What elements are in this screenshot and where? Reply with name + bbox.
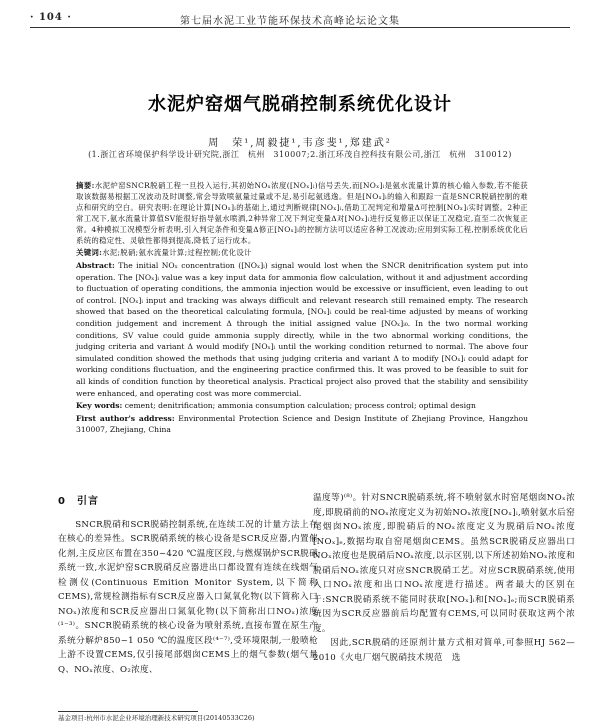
header-rule xyxy=(30,27,570,28)
running-title: 第七届水泥工业节能环保技术高峰论坛论文集 xyxy=(180,16,400,27)
abstract-cn-text: 水泥炉窑SNCR脱硝工程一旦投入运行,其初始NOₓ浓度([NOₓ]ᵢ)信号丢失,而[NOₓ]ᵢ是氨水流量计算的核心输入参数,若不能获取该数据易根据工况波动及时调整,常会导致喷氨量过量或不足,易引起氨逃逸。但是[NOₓ]ᵢ的输入和跟踪一直是SNCR脱硝控制的难点和研究的空白。研究表明:在理论计算[NOₓ]ᵢ的基础上,通过判断规律[NOₓ]ᵢ,借助工况判定和增量Δ可控制[NOₓ]ᵢ实时调整。2种正常工况下,氨水流量计算值SV能很好指导氨水喷洒,2种异常工况下判定变量Δ对[NOₓ]ᵢ进行反复修正以保证工况稳定,直至二次恢复正常。4种模拟工况模型分析表明,引入判定条件和变量Δ修正[NOₓ]ᵢ的控制方法可以适应各种工况波动;应用到实际工程,控制系统优化后系统的稳定性、灵敏性都得到提高,降低了运行成本。 xyxy=(76,181,528,245)
abstract-block xyxy=(76,180,528,436)
paper-title: 水泥炉窑烟气脱硝控制系统优化设计 xyxy=(148,94,452,115)
abstract-cn xyxy=(76,180,528,246)
keywords-en xyxy=(76,400,528,412)
first-author-text: Environmental Protection Science and Design Institute of Zhejiang Province, Hangzhou 310007, Zhejiang, China xyxy=(76,413,528,435)
abstract-en xyxy=(76,260,528,399)
abstract-cn-label: 摘要: xyxy=(76,181,95,190)
keywords-en-text: cement; denitrification; ammonia consumption calculation; process control; optimal design xyxy=(124,401,476,411)
page-number: · 104 · xyxy=(30,12,72,23)
intro-paragraph-1: SNCR脱硝和SCR脱硝控制系统,在连续工况的计量方法上存在核心的差异性。SCR脱硝系统的核心设备是SCR反应器,内置催化剂,主反应区布置在350~420 ℃温度区段,与燃煤锅炉SCR脱硝系统一致,水泥炉窑SCR脱硝反应器进出口都设置有连续在线烟气检测仪(Continuous Emition Monitor System,以下简称CEMS),常规检测指标有SCR反应器入口氮氧化物(以下简称入口NOₓ)浓度和SCR反应器出口氮氧化物(以下简称出口NOₓ)浓度⁽¹⁻³⁾。SNCR脱硝系统的核心设备为喷射系统,直接布置在原生产系统分解炉850~1 050 ℃的温度区段⁽⁴⁻⁷⁾,受环境限制,一般喷枪上游不设置CEMS,仅引接尾部烟囱CEMS上的烟气参数(烟气量Q、NOₓ浓度、O₂浓度、 xyxy=(58,519,318,675)
intro-paragraph-continued: 温度等)⁽⁸⁾。针对SNCR脱硝系统,将不喷射氨水时窑尾烟囱NOₓ浓度,即脱硝前的NOₓ浓度定义为初始NOₓ浓度[NOₓ]ᵢ,喷射氨水后窑尾烟囱NOₓ浓度,即脱硝后的NOₓ浓度定义为脱硝后NOₓ浓度[NOₓ]ₑ,数据均取自窑尾烟囱CEMS。虽然SCR脱硝反应器出口NOₓ浓度也是脱硝后NOₓ浓度,以示区别,以下所述初始NOₓ浓度和脱硝后NOₓ浓度只对应SNCR脱硝工艺。对应SCR脱硝系统,使用入口NOₓ浓度和出口NOₓ浓度进行描述。两者最大的区别在于:SNCR脱硝系统不能同时获取[NOₓ]ᵢ和[NOₓ]ₑ;而SCR脱硝系统因为SCR反应器前后均配置有CEMS,可以同时获取这两个浓度。 xyxy=(313,493,575,634)
footnote: 基金项目:杭州市水泥企业环境治理新技术研究项目(20140533C26) xyxy=(58,714,255,722)
keywords-cn-label: 关键词: xyxy=(76,248,103,257)
abstract-en-label: Abstract: xyxy=(76,261,115,270)
keywords-en-label: Key words: xyxy=(76,401,123,411)
keywords-cn xyxy=(76,247,528,258)
keywords-cn-text: 水泥;脱硝;氨水流量计算;过程控制;优化设计 xyxy=(102,248,252,257)
column-left xyxy=(58,495,318,677)
footnote-rule xyxy=(58,711,198,712)
author-list: 周 荣¹,周毅捷¹,韦彦斐¹,郑建武² xyxy=(208,138,392,149)
first-author-address xyxy=(76,413,528,436)
section-heading-intro: 0 引言 xyxy=(58,496,99,507)
column-right xyxy=(313,491,575,665)
first-author-label: First author's address: xyxy=(76,413,175,423)
intro-paragraph-2: 因此,SCR脱硝的还原剂计量方式相对简单,可参照HJ 562—2010《火电厂烟气脱硝技术规范 选 xyxy=(313,638,575,663)
abstract-en-text: The initial NOₓ concentration ([NOₓ]ᵢ) signal would lost when the SNCR denitrification system put into operation. The [NOₓ]ᵢ value was a key input data for ammonia flow calculation, without it and adjustment according to fluctuation of operating conditions, the ammonia injection would be excessive or insufficient, even leading to out of control. [NOₓ]ᵢ input and tracking was always difficult and relevant research still remained empty. The research showed that based on the theoretical calculating formula, [NOₓ]ᵢ could be real-time adjusted by means of working condition judgement and increment Δ through the initial assigned value [NOₓ]ᵢ₀. In the two normal working conditions, SV value could guide ammonia supply directly, while in the two abnormal working conditions, the judging criteria and variant Δ would modify [NOₓ]ᵢ until the working condition returned to normal. The above four simulated condition showed the methods that using judging criteria and variant Δ to modify [NOₓ]ᵢ could adapt for working conditions fluctuation, and the engineering practice confirmed this. It was proved to be feasible to suit for all kinds of condition function by theoretical analysis. Practical project also proved that the stability and sensibility were enhanced, and operating cost was more commercial. xyxy=(76,261,528,398)
affiliations: (1.浙江省环境保护科学设计研究院,浙江 杭州 310007;2.浙江环茂自控科技有限公司,浙江 杭州 310012) xyxy=(88,150,512,159)
running-header xyxy=(30,10,570,28)
